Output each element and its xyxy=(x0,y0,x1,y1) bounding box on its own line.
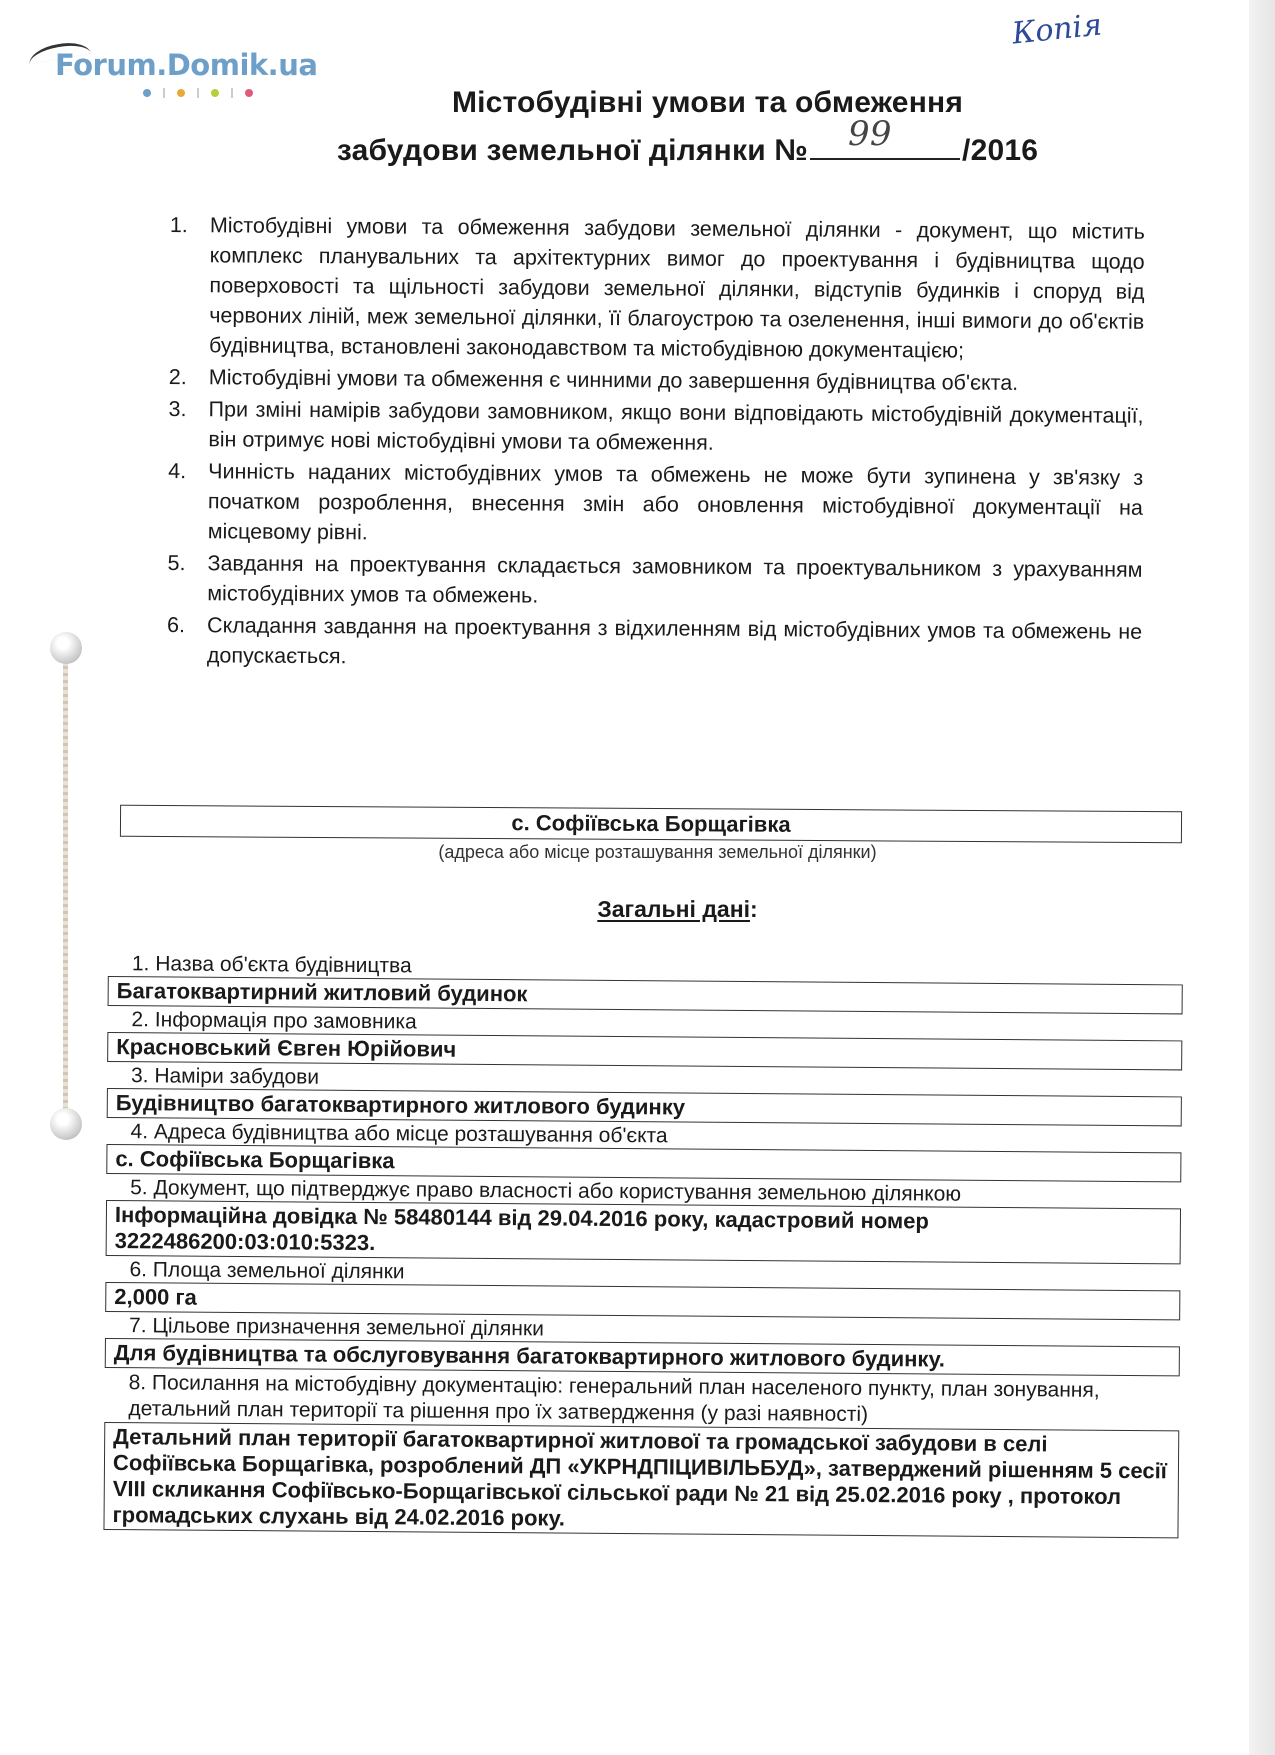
address-caption: (адреса або місце розташування земельної ділянки) xyxy=(438,842,877,862)
field-value-object-name: Багатоквартирний житловий будинок xyxy=(108,976,1183,1014)
handwritten-copy-note: Копія xyxy=(1010,7,1104,52)
general-fields xyxy=(103,952,1183,1540)
punch-hole xyxy=(50,1108,82,1140)
forum-logo[interactable]: Forum.Domik.ua xyxy=(55,48,318,82)
field-label: 2. Інформація про замовника xyxy=(131,1008,417,1034)
rule-text: Складання завдання на проектування з відхиленням від містобудівних умов та обмежень не допускається. xyxy=(206,613,1143,669)
rule-number: 5. xyxy=(167,550,186,576)
rule-item xyxy=(167,548,1142,615)
field-value-customer: Красновський Євген Юрійович xyxy=(107,1032,1182,1070)
title-suffix: /2016 xyxy=(962,134,1039,167)
field-label: 8. Посилання на містобудівну документацію: генеральний план населеного пункту, план зонування, детальний план території та рішення про їх затвердження (у разі наявності) xyxy=(128,1371,1100,1426)
field-label: 4. Адреса будівництва або місце розташування об'єкта xyxy=(130,1120,668,1148)
document-number-field xyxy=(810,114,960,160)
document-title-line-2 xyxy=(50,114,1275,168)
document-title-line-1: Містобудівні умови та обмеження xyxy=(451,86,964,119)
rule-item xyxy=(169,362,1144,399)
field-value-planning-docs: Детальний план території багатоквартирної житлової та громадської забудови в селі Софіївська Борщагівка, розроблений ДП «УКРНДПІЦИВІЛЬБУД», затверджений рішенням 5 сесії VIII скликання Софіївсько-Борщагівської сільської ради № 21 від 25.02.2016 року , протокол громадських слухань від 24.02.2016 року. xyxy=(103,1422,1179,1538)
field-value-intentions: Будівництво багатоквартирного житлового будинку xyxy=(107,1088,1182,1126)
field-label: 7. Цільове призначення земельної ділянки xyxy=(128,1314,544,1341)
rule-text: Містобудівні умови та обмеження забудови земельної ділянки - документ, що містить комплекс планувальних та архітектурних вимог до проектування і будівництва щодо поверховості та щільності забудови земельної ділянки, відступів будинків і споруд від червоних ліній, меж земельної ділянки, її благоустрою та озеленення, інші вимоги до об'єктів будівництва, встановлені законодавством та містобудівною документацією; xyxy=(208,213,1145,363)
general-heading-text: Загальні дані xyxy=(597,896,750,922)
field-value-purpose: Для будівництва та обслуговування багатоквартирного житлового будинку. xyxy=(105,1338,1180,1376)
field-label: 1. Назва об'єкта будівництва xyxy=(131,952,412,978)
field-label: 3. Наміри забудови xyxy=(130,1064,320,1089)
rule-item xyxy=(169,210,1145,367)
rule-text: Чинність наданих містобудівних умов та обмежень не може бути зупинена у зв'язку з початком розроблення, внесення змін або оновлення містобудівної документації на місцевому рівні. xyxy=(207,459,1144,545)
field-value-address: с. Софіївська Борщагівка xyxy=(106,1144,1181,1182)
field-value-area: 2,000 га xyxy=(105,1282,1180,1320)
rule-number: 1. xyxy=(169,212,188,238)
rule-number: 3. xyxy=(168,396,187,422)
rule-text: Містобудівні умови та обмеження є чинними до завершення будівництва об'єкта. xyxy=(208,365,1019,395)
binding-string xyxy=(63,662,68,1112)
scan-edge xyxy=(1249,0,1275,1755)
general-heading-colon: : xyxy=(750,896,758,922)
rule-item xyxy=(168,456,1144,553)
rule-item xyxy=(168,394,1143,461)
rules-list xyxy=(167,210,1145,679)
punch-hole xyxy=(50,632,82,664)
rule-text: При зміні намірів забудови замовником, якщо вони відповідають містобудівній документації, він отримує нові містобудівні умови та обмеження. xyxy=(208,397,1144,455)
rule-text: Завдання на проектування складається замовником та проектувальником з урахуванням містобудівних умов та обмежень. xyxy=(207,551,1143,608)
rule-number: 2. xyxy=(168,364,187,390)
rule-number: 4. xyxy=(168,458,187,484)
title-prefix: забудови земельної ділянки № xyxy=(336,134,809,167)
rule-number: 6. xyxy=(167,612,186,638)
field-value-ownership-document: Інформаційна довідка № 58480144 від 29.04.2016 року, кадастровий номер 3222486200:03:010:5323. xyxy=(106,1200,1181,1264)
general-data-heading xyxy=(0,896,1275,923)
field-label: 6. Площа земельної ділянки xyxy=(129,1258,405,1284)
rule-item xyxy=(167,610,1142,677)
address-box: с. Софіївська Борщагівка xyxy=(120,805,1182,843)
field-label: 5. Документ, що підтверджує право власності або користування земельною ділянкою xyxy=(130,1176,962,1206)
handwritten-number: 99 xyxy=(848,114,892,154)
